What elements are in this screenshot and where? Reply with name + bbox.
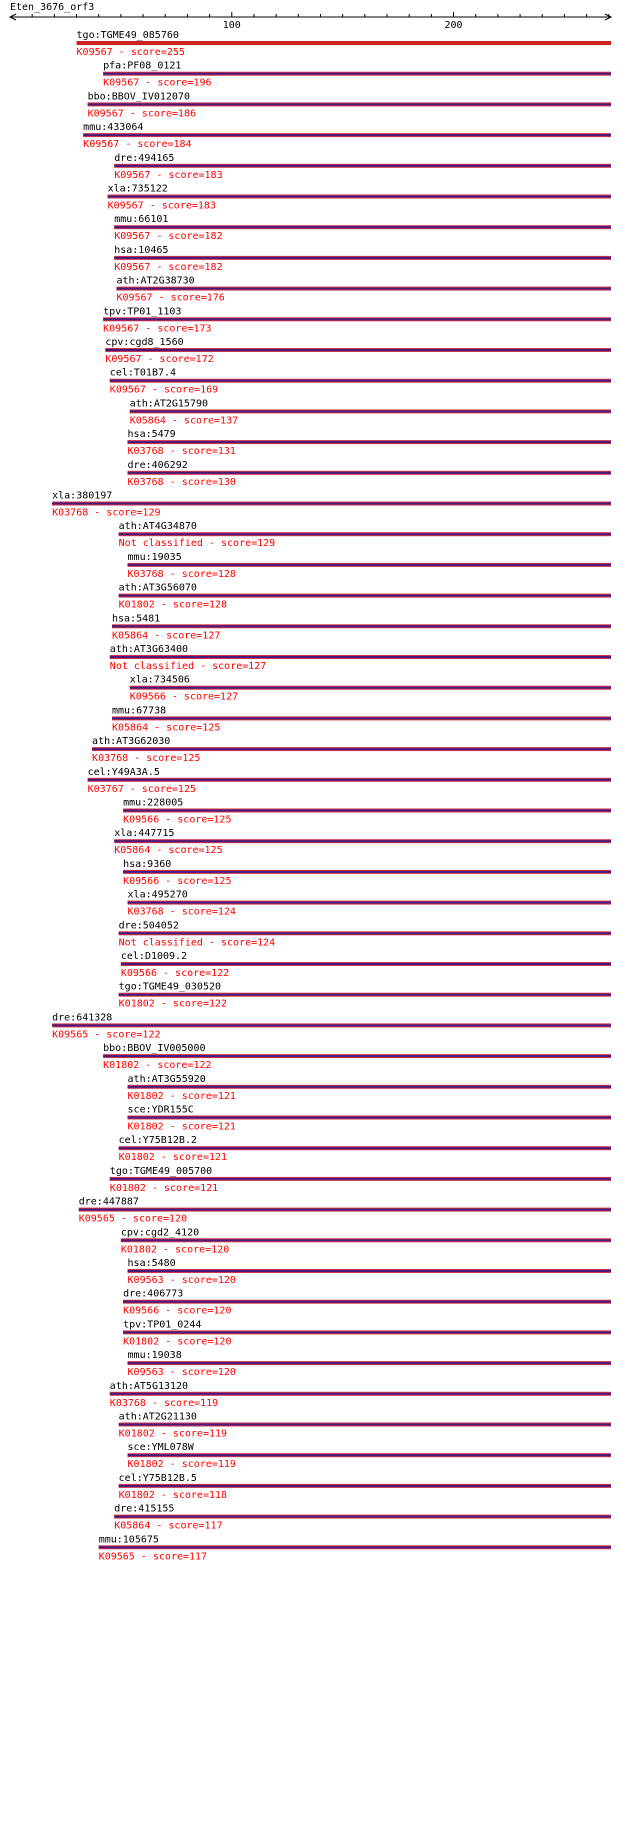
hit-ko-score[interactable]: K09567 - score=183	[114, 169, 223, 181]
ruler-axis	[10, 12, 611, 31]
hit-bar-core	[103, 73, 611, 75]
hit-row[interactable]	[116, 276, 611, 304]
hit-ko-score[interactable]: K09567 - score=255	[76, 47, 185, 58]
hit-name[interactable]: xla:447715	[114, 828, 175, 840]
hit-bar-core	[99, 1546, 611, 1548]
hit-bar-core	[116, 288, 611, 290]
hit-name[interactable]: mmu:67738	[112, 705, 167, 717]
hit-ko-score[interactable]: K01802 - score=128	[118, 599, 228, 611]
hit-name[interactable]: hsa:9360	[123, 858, 172, 870]
hit-name[interactable]: tgo:TGME49_085760	[76, 30, 179, 41]
hit-bar-core	[112, 717, 611, 719]
hit-name[interactable]: sce:YDR155C	[127, 1104, 194, 1116]
hit-row[interactable]	[130, 675, 611, 703]
hit-row[interactable]	[128, 1105, 611, 1133]
hit-ko-score[interactable]: K05864 - score=117	[114, 1520, 223, 1532]
hit-ko-score[interactable]: K09567 - score=183	[107, 200, 216, 212]
hit-name[interactable]: mmu:433064	[83, 122, 144, 134]
hit-name[interactable]: mmu:105675	[98, 1534, 159, 1546]
hit-row[interactable]	[52, 491, 611, 519]
hit-name[interactable]: ath:AT2G21130	[118, 1411, 197, 1423]
hit-bar	[77, 41, 611, 45]
hit-row[interactable]	[130, 398, 611, 426]
hit-row[interactable]	[119, 982, 611, 1010]
hit-ko-score[interactable]: K09565 - score=117	[98, 1551, 208, 1563]
hit-name[interactable]: cel:T01B7.4	[109, 367, 177, 379]
hit-name[interactable]: dre:494165	[114, 152, 175, 164]
hit-row[interactable]	[112, 705, 611, 733]
hit-row[interactable]	[121, 1227, 611, 1255]
hit-row[interactable]	[128, 429, 611, 457]
hit-bar-core	[123, 1301, 611, 1303]
hit-ko-score[interactable]: K09566 - score=127	[129, 691, 239, 703]
hit-ko-score[interactable]: K09567 - score=186	[87, 108, 196, 120]
hit-row[interactable]	[105, 337, 611, 365]
hit-row[interactable]	[119, 1135, 611, 1163]
hit-row[interactable]	[128, 1074, 611, 1102]
hit-bar-core	[128, 1362, 611, 1364]
hit-name[interactable]: cpv:cgd8_1560	[105, 337, 184, 348]
hit-name[interactable]: tpv:TP01_1103	[103, 306, 182, 318]
hit-ko-score[interactable]: K03768 - score=124	[127, 906, 236, 918]
hit-name[interactable]: ath:AT4G34870	[118, 521, 197, 533]
hit-bar-core	[123, 871, 611, 873]
hit-ko-score[interactable]: K09567 - score=182	[114, 261, 223, 273]
hit-row[interactable]	[121, 951, 611, 979]
hit-bar-core	[119, 1424, 611, 1426]
hit-name[interactable]: ath:AT3G56070	[118, 582, 197, 594]
hit-row[interactable]	[119, 583, 611, 611]
hit-bar-core	[52, 503, 611, 505]
hit-bar-core	[128, 1454, 611, 1456]
hit-row[interactable]	[123, 859, 611, 887]
hit-ko-score[interactable]: K01802 - score=122	[103, 1060, 212, 1072]
hit-name[interactable]: xla:734506	[129, 674, 190, 686]
hit-row[interactable]	[103, 306, 611, 334]
hit-ko-score[interactable]: K09567 - score=172	[105, 354, 214, 365]
hit-bar-core	[105, 349, 611, 351]
hit-ko-score[interactable]: K01802 - score=121	[127, 1090, 236, 1102]
hit-bar-core	[112, 625, 611, 627]
hit-name[interactable]: mmu:228005	[123, 797, 184, 809]
hit-row[interactable]	[128, 460, 611, 488]
hit-row[interactable]	[52, 1012, 611, 1040]
hit-bar-core	[123, 810, 611, 812]
hit-row[interactable]	[123, 798, 611, 826]
hit-name[interactable]: cel:Y49A3A.5	[87, 766, 160, 778]
hit-row[interactable]	[128, 1442, 611, 1470]
hit-bar-core	[119, 932, 611, 934]
hit-ko-score[interactable]: K09563 - score=120	[127, 1275, 236, 1286]
hit-bar-core	[123, 1331, 611, 1333]
hit-row[interactable]	[112, 613, 611, 641]
hit-row[interactable]	[88, 91, 611, 119]
hit-bar-core	[110, 656, 611, 658]
hit-bar-core	[114, 840, 611, 842]
hit-ko-score[interactable]: K01802 - score=120	[123, 1336, 232, 1348]
hit-row[interactable]	[114, 1504, 611, 1532]
ruler-tick-label: 200	[444, 20, 463, 31]
hit-bar-core	[121, 963, 611, 965]
hit-ko-score[interactable]: K01802 - score=118	[118, 1489, 228, 1501]
hit-ko-score[interactable]: K09567 - score=196	[103, 77, 212, 89]
hit-name[interactable]: mmu:19035	[127, 551, 182, 563]
hit-ko-score[interactable]: K03768 - score=119	[109, 1397, 219, 1409]
hit-bar-core	[130, 410, 611, 412]
hit-bar-core	[128, 902, 611, 904]
ruler-tick-label: 100	[222, 20, 241, 31]
hit-bar-core	[79, 1209, 611, 1211]
hit-row[interactable]	[119, 1473, 611, 1501]
hit-bar-core	[103, 318, 611, 320]
hit-bar-core	[103, 1055, 611, 1057]
hit-ko-score[interactable]: K09567 - score=184	[83, 139, 192, 151]
hit-bar-core	[128, 1086, 611, 1088]
hit-bar-core	[128, 472, 611, 474]
hit-ko-score[interactable]: K03768 - score=129	[52, 507, 161, 519]
hit-bar-core	[121, 1239, 611, 1241]
hit-ko-score[interactable]: Not classified - score=127	[109, 661, 267, 672]
hit-bar-core	[52, 1024, 611, 1026]
hit-row[interactable]	[123, 1289, 611, 1317]
hit-ko-score[interactable]: K03768 - score=125	[92, 753, 201, 765]
hit-name[interactable]: hsa:5480	[127, 1258, 176, 1269]
hit-name[interactable]: dre:504052	[118, 920, 179, 932]
hit-bar-core	[114, 1516, 611, 1518]
hit-ko-score[interactable]: K09567 - score=169	[109, 384, 219, 396]
hit-bar-core	[119, 1485, 611, 1487]
hit-name[interactable]: mmu:19038	[127, 1350, 182, 1362]
hit-row[interactable]	[114, 245, 611, 273]
hit-bar-core	[114, 226, 611, 228]
hit-row[interactable]	[79, 1197, 611, 1225]
hit-row[interactable]	[77, 30, 611, 58]
query-title: Eten_3676_orf3	[10, 2, 95, 13]
hit-ko-score[interactable]: K09566 - score=125	[123, 814, 232, 826]
hit-ko-score[interactable]: K09566 - score=125	[123, 875, 232, 887]
hit-ko-score[interactable]: K09563 - score=120	[127, 1367, 236, 1379]
hit-row[interactable]	[110, 1381, 611, 1409]
hit-name[interactable]: dre:406292	[127, 459, 188, 471]
hit-name[interactable]: xla:735122	[107, 183, 168, 195]
hit-name[interactable]: ath:AT3G62030	[92, 736, 171, 748]
hit-row[interactable]	[128, 890, 611, 918]
hit-row[interactable]	[103, 61, 611, 89]
hit-bar-core	[128, 1117, 611, 1119]
hit-ko-score[interactable]: K09567 - score=176	[116, 292, 225, 304]
hit-row[interactable]	[110, 368, 611, 396]
hit-ko-score[interactable]: K09566 - score=122	[120, 968, 230, 979]
hit-name[interactable]: ath:AT2G15790	[129, 398, 209, 410]
hit-ko-score[interactable]: K01802 - score=122	[118, 998, 228, 1010]
hit-row[interactable]	[99, 1534, 611, 1562]
hit-ko-score[interactable]: K05864 - score=125	[114, 845, 223, 857]
hit-name[interactable]: ath:AT2G38730	[116, 275, 195, 287]
hit-ko-score[interactable]: K03768 - score=131	[127, 446, 236, 458]
hit-bar-core	[83, 134, 611, 136]
hit-row[interactable]	[103, 1043, 611, 1071]
hit-row[interactable]	[108, 184, 611, 212]
hit-bar-core	[128, 564, 611, 566]
hit-bar-core	[108, 196, 611, 198]
hit-row[interactable]	[88, 767, 611, 795]
hit-name[interactable]: dre:447887	[78, 1196, 139, 1208]
hit-bar-core	[119, 1147, 611, 1149]
hit-row[interactable]	[110, 1166, 611, 1194]
hit-ko-score[interactable]: K01802 - score=121	[118, 1152, 228, 1164]
hit-ko-score[interactable]: K09565 - score=120	[78, 1213, 188, 1225]
hit-bar-core	[110, 380, 611, 382]
hit-name[interactable]: ath:AT3G55920	[127, 1073, 206, 1085]
hit-name[interactable]: ath:AT5G13120	[109, 1380, 189, 1392]
hit-ko-score[interactable]: K09567 - score=182	[114, 231, 223, 243]
hit-bar-core	[130, 687, 611, 689]
hit-bar-core	[119, 994, 611, 996]
hit-row[interactable]	[114, 153, 611, 181]
hit-name[interactable]: cel:Y75B12B.2	[118, 1135, 197, 1147]
hit-ko-score[interactable]: Not classified - score=124	[118, 937, 276, 949]
hit-name[interactable]: bbo:BBOV_IV012070	[87, 91, 190, 103]
hit-ko-score[interactable]: K05864 - score=125	[112, 722, 221, 734]
hit-row[interactable]	[114, 828, 611, 856]
hit-bar-core	[88, 779, 611, 781]
hit-name[interactable]: bbo:BBOV_IV005000	[103, 1043, 206, 1055]
hit-name[interactable]: cel:D1009.2	[120, 951, 188, 962]
hit-bar-core	[128, 1270, 611, 1272]
hit-row[interactable]	[92, 736, 611, 764]
hit-list	[52, 30, 611, 1562]
hit-name[interactable]: hsa:5481	[112, 613, 161, 625]
hit-row[interactable]	[119, 920, 611, 948]
hit-ko-score[interactable]: K01802 - score=119	[118, 1428, 228, 1440]
hit-row[interactable]	[114, 214, 611, 242]
hit-name[interactable]: dre:406773	[123, 1288, 184, 1300]
hit-name[interactable]: cel:Y75B12B.5	[118, 1472, 197, 1484]
hit-name[interactable]: mmu:66101	[114, 214, 169, 226]
hit-name[interactable]: hsa:5479	[127, 429, 176, 441]
hit-ko-score[interactable]: K01802 - score=120	[120, 1244, 230, 1256]
hit-name[interactable]: pfa:PF08_0121	[103, 60, 182, 72]
hit-name[interactable]: dre:641328	[52, 1012, 113, 1024]
hit-bar-core	[128, 441, 611, 443]
hit-ko-score[interactable]: K03767 - score=125	[87, 783, 196, 795]
hit-bar-core	[88, 103, 611, 105]
hit-name[interactable]: xla:380197	[52, 490, 113, 502]
hit-ko-score[interactable]: K03768 - score=128	[127, 568, 236, 580]
hit-name[interactable]: tpv:TP01_0244	[123, 1319, 202, 1331]
hit-row[interactable]	[119, 521, 611, 549]
hit-name[interactable]: hsa:10465	[114, 244, 169, 256]
hit-bar-core	[92, 748, 611, 750]
hit-ko-score[interactable]: K09565 - score=122	[52, 1029, 161, 1041]
hit-ko-score[interactable]: K01802 - score=119	[127, 1459, 236, 1471]
hit-row[interactable]	[128, 1350, 611, 1378]
hit-bar-core	[119, 533, 611, 535]
hit-bar-core	[119, 595, 611, 597]
hit-ko-score[interactable]: K01802 - score=121	[127, 1121, 236, 1133]
hit-bar-core	[110, 1393, 611, 1395]
hit-ko-score[interactable]: K03768 - score=130	[127, 476, 236, 488]
hit-name[interactable]: tgo:TGME49_005700	[109, 1165, 213, 1177]
hit-bar-core	[114, 257, 611, 259]
hit-row[interactable]	[128, 1258, 611, 1286]
hit-name[interactable]: cpv:cgd2_4120	[120, 1227, 200, 1239]
hit-name[interactable]: sce:YML078W	[127, 1442, 194, 1454]
hit-name[interactable]: tgo:TGME49_030520	[118, 981, 222, 993]
hit-row[interactable]	[119, 1412, 611, 1440]
hit-name[interactable]: ath:AT3G63400	[109, 644, 189, 655]
hit-name[interactable]: dre:415155	[114, 1503, 175, 1515]
hit-name[interactable]: xla:495270	[127, 889, 188, 901]
hit-ko-score[interactable]: K05864 - score=137	[129, 415, 239, 427]
hit-bar-core	[114, 165, 611, 167]
hit-ko-score[interactable]: Not classified - score=129	[118, 538, 276, 550]
hit-ko-score[interactable]: K09566 - score=120	[123, 1305, 232, 1317]
hit-row[interactable]	[128, 552, 611, 580]
hit-bar-core	[110, 1178, 611, 1180]
hit-ko-score[interactable]: K05864 - score=127	[112, 630, 221, 642]
hit-ko-score[interactable]: K01802 - score=121	[109, 1182, 219, 1194]
hit-row[interactable]	[123, 1319, 611, 1347]
hit-ko-score[interactable]: K09567 - score=173	[103, 323, 212, 335]
hit-row[interactable]	[83, 122, 611, 150]
hit-row[interactable]	[110, 644, 611, 672]
